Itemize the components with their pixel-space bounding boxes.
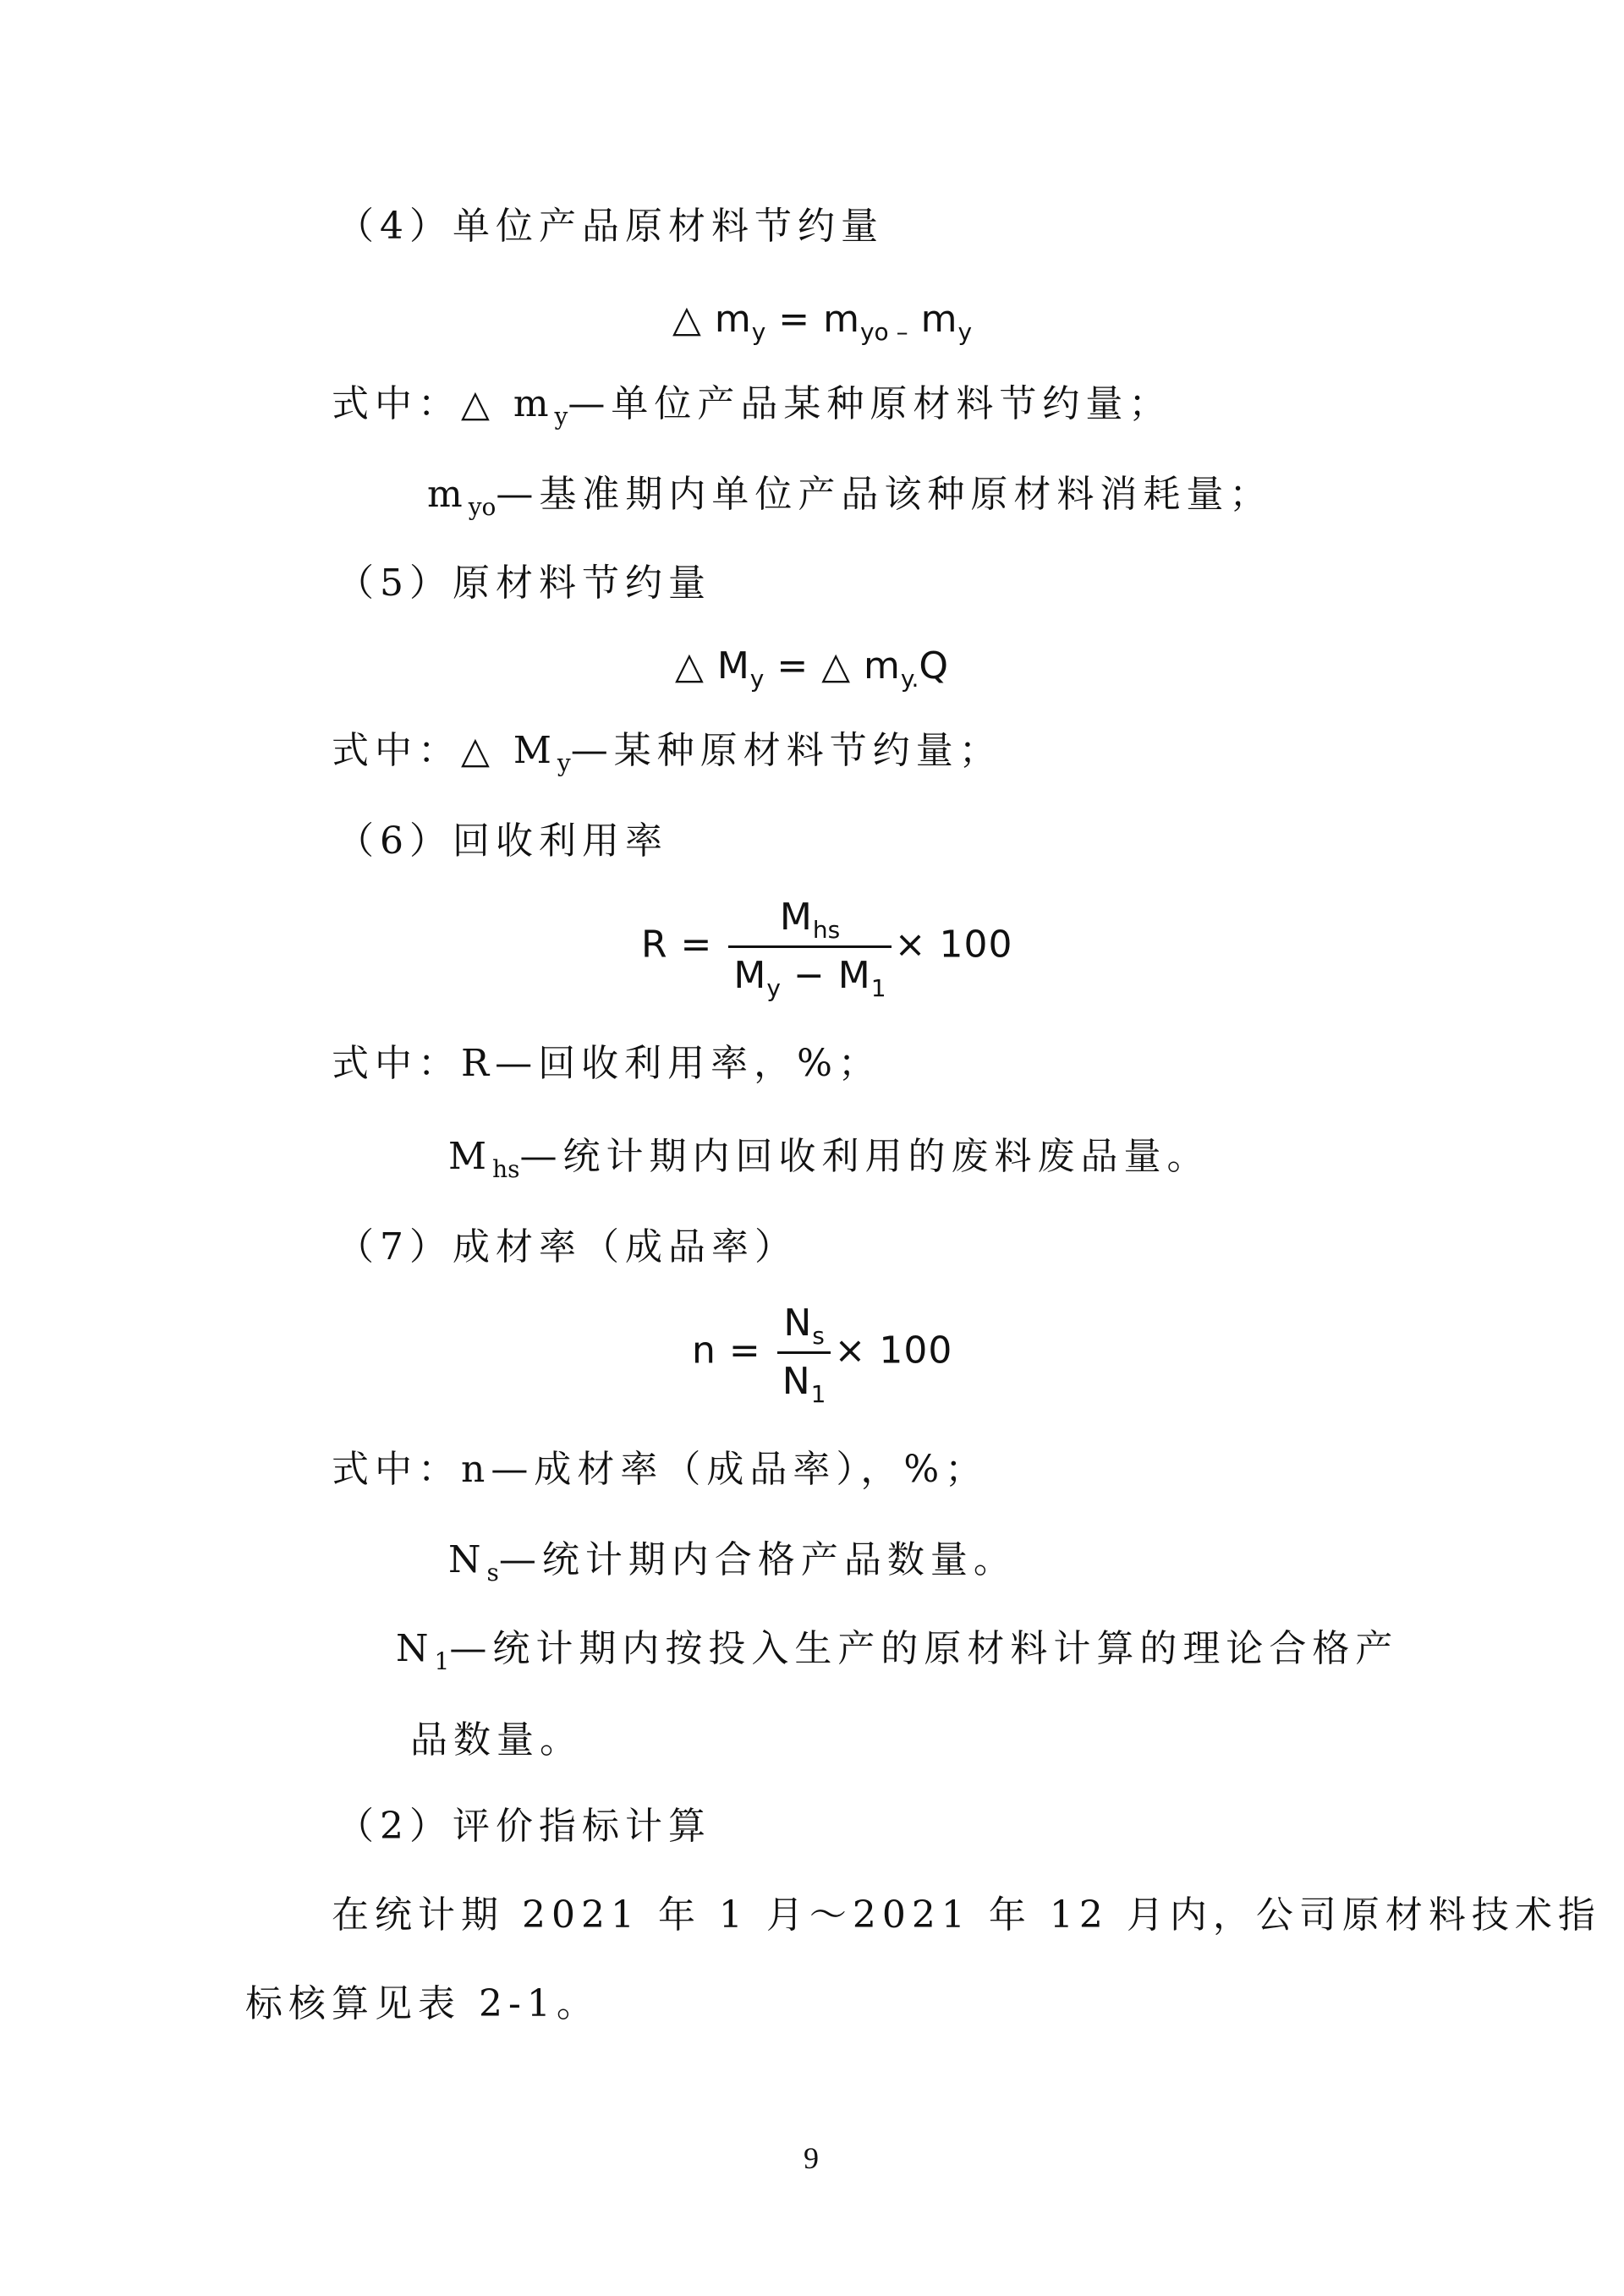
- fraction-numerator: $M_{hs}$: [728, 895, 891, 948]
- definition-N1-continued: 品数量。: [410, 1718, 583, 1762]
- definition-delta-my: 式中：△ $m_y—$单位产品某种原材料节约量；: [332, 382, 1172, 430]
- fraction-yield: [777, 1301, 831, 1408]
- fraction-denominator: $N_1$: [782, 1360, 826, 1408]
- heading-2: （2）评价指标计算: [337, 1805, 711, 1848]
- fraction-denominator: $M_y - M_1$: [733, 954, 886, 1002]
- fraction-recovery: [728, 895, 891, 1002]
- fraction-numerator: $N_s$: [777, 1301, 831, 1354]
- heading-4: （4）单位产品原材料节约量: [337, 205, 884, 248]
- paragraph-line-2: 标核算见表 2-1。: [245, 1982, 600, 2025]
- equation-delta-my: △ $m_y = m_{yo -}$ $m_y$: [672, 298, 973, 346]
- paragraph-line-1: 在统计期 2021 年 1 月～2021 年 12 月内，公司原材料技术指: [332, 1893, 1601, 1937]
- definition-myo: $m_{yo}—$基准期内单位产品该种原材料消耗量；: [427, 473, 1273, 521]
- heading-7: （7）成材率（成品率）: [337, 1225, 798, 1269]
- heading-6: （6）回收利用率: [337, 819, 668, 863]
- definition-R: 式中：R—回收利用率，%；: [332, 1042, 881, 1085]
- page-number: 9: [804, 2141, 819, 2175]
- heading-5: （5）原材料节约量: [337, 562, 711, 605]
- definition-n: 式中：n—成材率（成品率），%；: [332, 1448, 989, 1491]
- definition-Mhs: $M_{hs}—$统计期内回收利用的废料废品量。: [448, 1135, 1210, 1183]
- definition-N1: $N_1—$统计期内按投入生产的原材料计算的理论合格产: [396, 1627, 1399, 1675]
- definition-delta-My: 式中：△ $M_y—$某种原材料节约量；: [332, 729, 1002, 777]
- equation-yield-rate: n = $\frac{N_s}{N_1}$ × 100: [692, 1301, 953, 1408]
- equation-delta-My: △ $M_y$ = △ $m_{y.}Q$: [675, 644, 950, 693]
- equation-recovery-rate: R = $\frac{M_{hs}}{M_y - M_1}$ × 100: [641, 896, 1013, 1002]
- definition-Ns: $N_s—$统计期内合格产品数量。: [448, 1538, 1017, 1586]
